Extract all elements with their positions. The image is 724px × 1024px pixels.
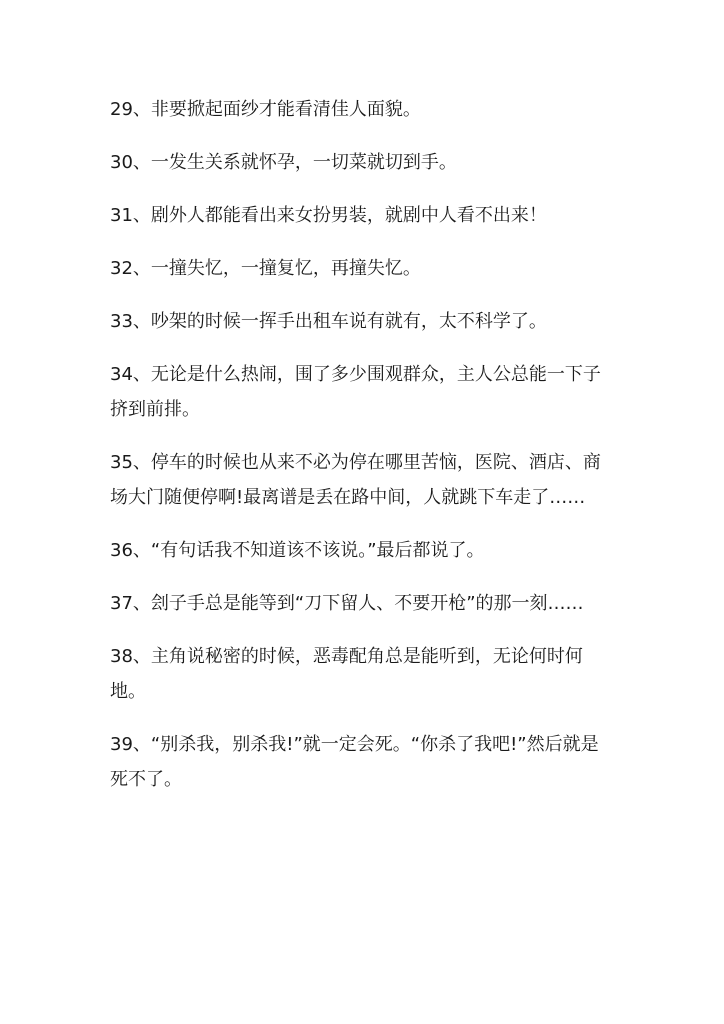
list-item-35: 35、停车的时候也从来不必为停在哪里苦恼，医院、酒店、商场大门随便停啊!最离谱是丢在路中间，人就跳下车走了…… bbox=[110, 452, 601, 508]
list-item-34: 34、无论是什么热闹，围了多少围观群众，主人公总能一下子挤到前排。 bbox=[110, 364, 601, 420]
document-body bbox=[110, 92, 610, 815]
list-item-39: 39、“别杀我，别杀我!”就一定会死。“你杀了我吧!”然后就是死不了。 bbox=[110, 734, 599, 790]
list-item-29: 29、非要掀起面纱才能看清佳人面貌。 bbox=[110, 99, 421, 120]
list-item-32: 32、一撞失忆，一撞复忆，再撞失忆。 bbox=[110, 258, 421, 279]
list-item-30: 30、一发生关系就怀孕，一切菜就切到手。 bbox=[110, 152, 457, 173]
list-item-37: 37、刽子手总是能等到“刀下留人、不要开枪”的那一刻…… bbox=[110, 593, 584, 614]
list-item-36: 36、“有句话我不知道该不该说。”最后都说了。 bbox=[110, 540, 485, 561]
list-item-38: 38、主角说秘密的时候，恶毒配角总是能听到，无论何时何地。 bbox=[110, 646, 583, 702]
list-item-33: 33、吵架的时候一挥手出租车说有就有，太不科学了。 bbox=[110, 311, 547, 332]
list-item-31: 31、剧外人都能看出来女扮男装，就剧中人看不出来！ bbox=[110, 205, 547, 226]
